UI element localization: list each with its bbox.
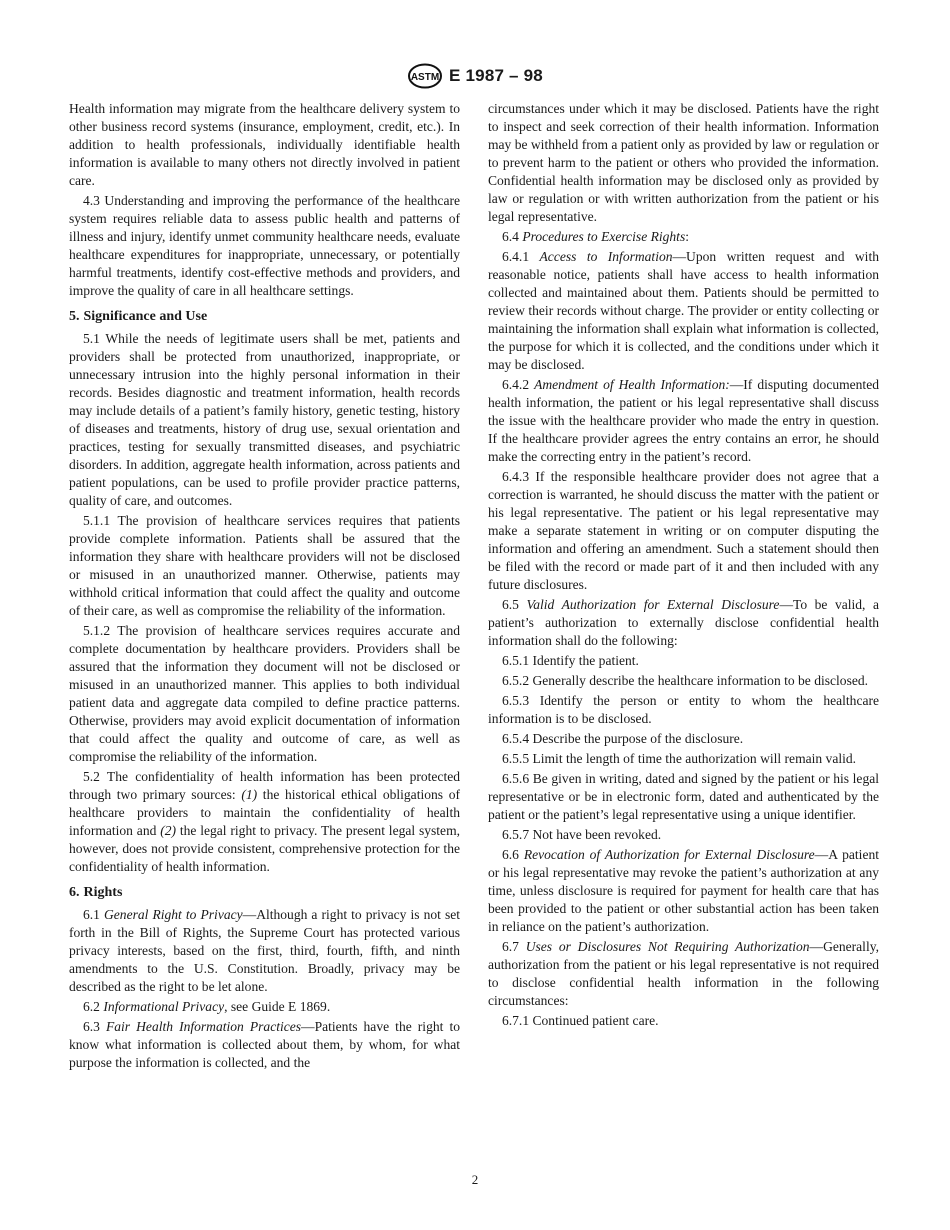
right-column xyxy=(488,100,879,1032)
logo-text: ASTM xyxy=(410,72,440,83)
paragraph-6-5-4: 6.5.4 Describe the purpose of the disclosure. xyxy=(502,731,744,746)
paragraph-6-3: 6.3 Fair Health Information Practices—Patients have the right to know what information is collected about them, by whom, for what purpose the information is collected, and the xyxy=(69,1019,460,1070)
left-column xyxy=(69,100,460,1074)
paragraph-6-1: 6.1 General Right to Privacy—Although a right to privacy is not set forth in the Bill of Rights, the Supreme Court has protected various privacy interests, based on the first, third, fourth, fifth, and ninth amendments to the U.S. Constitution. Broadly, privacy may be described as the right to be let alone. xyxy=(69,907,461,994)
paragraph: circumstances under which it may be disclosed. Patients have the right to inspect and seek correction of their health information. Information may be withheld from a patient only as provided by law or regulation or to prevent harm to the patient or others who provided the information. Confidential health information may be disclosed only as provided by law or regulation or with written authorization from the patient or his legal representative. xyxy=(488,101,879,224)
paragraph-6-4-1: 6.4.1 Access to Information—Upon written request and with reasonable notice, patients shall have access to health information collected and maintained about them. Patients should be permitted to review their records without charge. The provider or entity collecting or maintaining the information shall explain what information is collected, the purpose for which it is collected, and the conditions under which it may be disclosed. xyxy=(488,249,879,372)
paragraph-6-5-2: 6.5.2 Generally describe the healthcare information to be disclosed. xyxy=(502,673,869,688)
astm-logo-icon xyxy=(407,63,443,89)
paragraph-6-5-5: 6.5.5 Limit the length of time the authorization will remain valid. xyxy=(502,751,857,766)
page-header xyxy=(0,62,950,90)
section-heading-6: 6. Rights xyxy=(69,885,123,900)
paragraph-6-7: 6.7 Uses or Disclosures Not Requiring Authorization—Generally, authorization from the patient or his legal representative is not required to disclose confidential health information in the following circumstances: xyxy=(488,939,879,1008)
paragraph-6-5-1: 6.5.1 Identify the patient. xyxy=(502,653,639,668)
paragraph-5-2: 5.2 The confidentiality of health information has been protected through two primary sources: (1) the historical ethical obligations of healthcare providers to maintain the confidentiality of health information and (2) the legal right to privacy. The present legal system, however, does not provide consistent, comprehensive protection for the confidentiality of health information. xyxy=(69,769,460,874)
paragraph-6-4-3: 6.4.3 If the responsible healthcare provider does not agree that a correction is warranted, he should discuss the matter with the patient or his legal representative. The patient or his legal representative may make a separate statement in writing or on computer disputing the information and offering an amendment. Such a statement should then be filed with the record or made part of it and then included with any future disclosures. xyxy=(488,469,879,592)
paragraph-6-5-7: 6.5.7 Not have been revoked. xyxy=(502,827,662,842)
paragraph: Health information may migrate from the healthcare delivery system to other business record systems (insurance, employment, credit, etc.). In addition to health professionals, individually identifiable health information is available to many others not directly involved in patient care. xyxy=(69,101,460,188)
paragraph-6-4-2: 6.4.2 Amendment of Health Information:—If disputing documented health information, the patient or his legal representative shall discuss the issue with the healthcare provider who made the entry in question. If the healthcare provider agrees the entry contains an error, he should make the correcting entry in the patient’s record. xyxy=(488,377,879,464)
section-heading-5: 5. Significance and Use xyxy=(69,309,208,324)
paragraph-5-1: 5.1 While the needs of legitimate users shall be met, patients and providers shall be protected from unauthorized, inappropriate, or unnecessary intrusion into the highly personal information in their records. Besides diagnostic and treatment information, health records may include details of a patient’s family history, genetic testing, history of diseases and treatments, history of drug use, sexual orientation and practices, testing for sexually transmitted diseases, and psychiatric disorders. In addition, aggregate health information, across patients and patient populations, can be used to profile provider practice patterns, quality of care, and outcomes. xyxy=(69,331,460,508)
paragraph-6-4: 6.4 Procedures to Exercise Rights: xyxy=(502,229,689,244)
paragraph-5-1-1: 5.1.1 The provision of healthcare services requires that patients provide complete information. Patients shall be assured that the information they share with healthcare providers will not be disclosed or misused in an unauthorized manner. Otherwise, patients may withhold critical information that could affect the quality and outcome of their care, as well as compromise the reliability of the information. xyxy=(69,513,460,618)
paragraph-6-5: 6.5 Valid Authorization for External Disclosure—To be valid, a patient’s authorization to externally disclose confidential health information shall do the following: xyxy=(488,597,879,648)
paragraph-5-1-2: 5.1.2 The provision of healthcare services requires accurate and complete documentation by healthcare providers. Providers shall be assured that the information they document will not be disclosed or misused in an unauthorized manner. This applies to both individual patient data and aggregate data compiled to define practice patterns. Otherwise, providers may avoid explicit documentation of information that could affect the quality and outcome of care, as well as compromise the reliability of the information. xyxy=(69,623,460,764)
page-number: 2 xyxy=(471,1172,479,1187)
paragraph-6-7-1: 6.7.1 Continued patient care. xyxy=(502,1013,659,1028)
document-id: E 1987 – 98 xyxy=(449,66,543,85)
paragraph-6-6: 6.6 Revocation of Authorization for External Disclosure—A patient or his legal representative may revoke the patient’s authorization at any time, unless disclosure is required for payment for health care that has been provided to the patient or other substantial action has been taken in reliance on the patient’s authorization. xyxy=(488,847,879,934)
paragraph-6-5-6: 6.5.6 Be given in writing, dated and signed by the patient or his legal representative or be in electronic form, dated and authenticated by the patient or the patient’s legal representative using a unique identifier. xyxy=(488,771,879,822)
paragraph-4-3: 4.3 Understanding and improving the performance of the healthcare system requires reliable data to assess public health and patterns of illness and injury, identify unmet community healthcare needs, evaluate healthcare expenditures for inappropriate, unnecessary, or potentially harmful treatments, identify cost-effective methods and providers, and improve the quality of care in all healthcare settings. xyxy=(69,193,460,298)
paragraph-6-5-3: 6.5.3 Identify the person or entity to whom the healthcare information is to be disclosed. xyxy=(488,693,879,726)
paragraph-6-2: 6.2 Informational Privacy, see Guide E 1869. xyxy=(83,999,331,1014)
